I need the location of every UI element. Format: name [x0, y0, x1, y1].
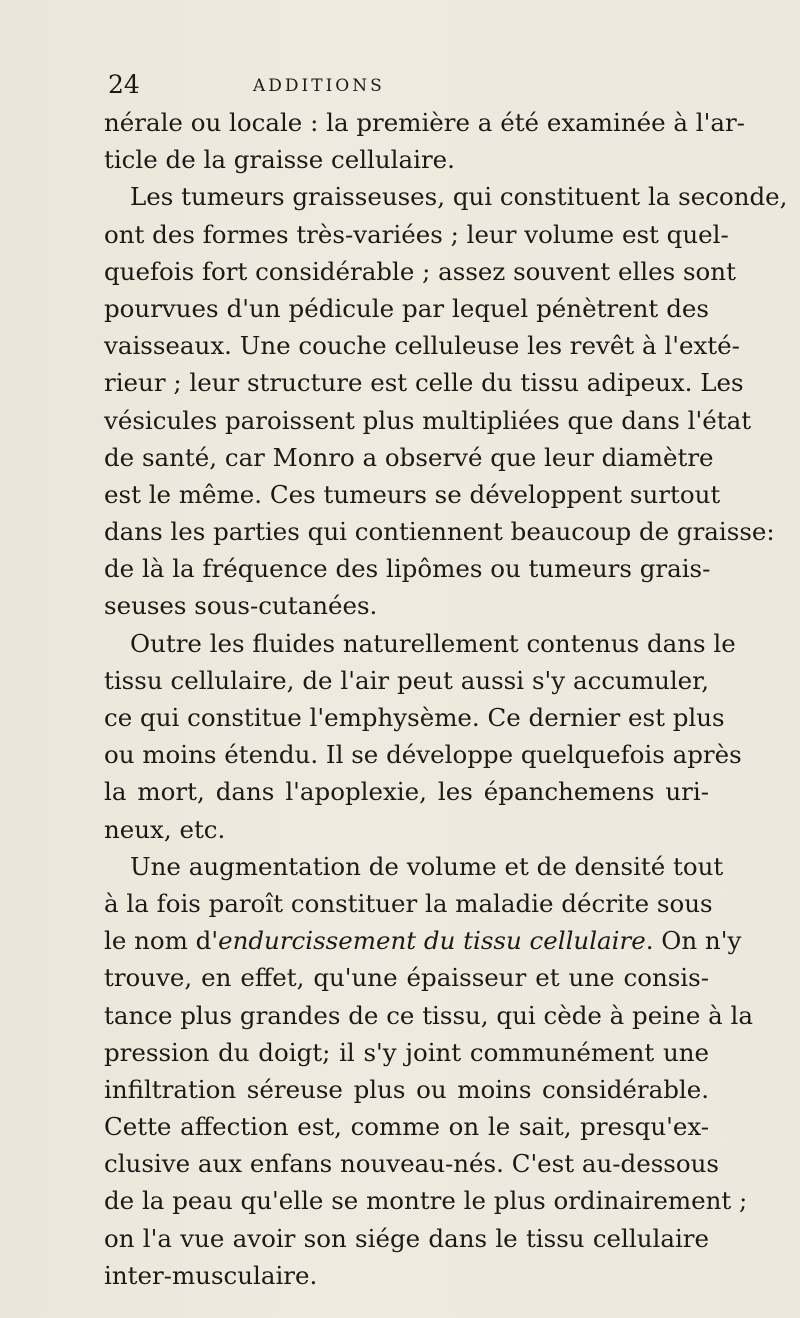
text-line: de santé, car Monro a observé que leur diamètre	[104, 442, 714, 472]
paragraph-3	[104, 625, 742, 848]
text-line: vaisseaux. Une couche celluleuse les revêt à l'exté-	[104, 331, 740, 361]
text-line: inter-musculaire.	[104, 1260, 318, 1290]
text-line: vésicules paroissent plus multipliées que dans l'état	[104, 405, 752, 435]
text-line: ont des formes très-variées ; leur volume est quel-	[104, 219, 729, 249]
page-header	[108, 70, 708, 100]
paragraph-2	[104, 178, 788, 624]
text-line: Les tumeurs graisseuses, qui constituent la seconde,	[130, 182, 788, 212]
italic-term: endurcissement du tissu cellulaire	[218, 926, 646, 956]
text-line: clusive aux enfans nouveau-nés. C'est au-dessous	[104, 1149, 719, 1179]
text-line: ticle de la graisse cellulaire.	[104, 145, 455, 175]
paragraph-4	[104, 848, 753, 1294]
text-line: seuses sous-cutanées.	[104, 591, 378, 621]
running-head: ADDITIONS	[253, 76, 385, 96]
text-line: est le même. Ces tumeurs se développent surtout	[104, 479, 721, 509]
text-line: Cette affection est, comme on le sait, presqu'ex-	[104, 1112, 709, 1142]
text-line: de là la fréquence des lipômes ou tumeurs grais-	[104, 554, 711, 584]
text-run: le nom d'	[104, 926, 219, 956]
text-line: ou moins étendu. Il se développe quelquefois après	[104, 740, 742, 770]
text-run: . On n'y	[645, 926, 742, 956]
text-line: tissu cellulaire, de l'air peut aussi s'y accumuler,	[104, 665, 709, 695]
text-line: de la peau qu'elle se montre le plus ordinairement ;	[104, 1186, 748, 1216]
text-line: neux, etc.	[104, 814, 226, 844]
text-line: ce qui constitue l'emphysème. Ce dernier est plus	[104, 703, 725, 732]
text-line: infiltration séreuse plus ou moins considérable.	[104, 1074, 709, 1104]
text-line: trouve, en effet, qu'une épaisseur et une consis-	[104, 963, 709, 993]
text-line: nérale ou locale : la première a été examinée à l'ar-	[104, 108, 745, 137]
text-line: rieur ; leur structure est celle du tissu adipeux. Les	[104, 368, 744, 398]
text-line: on l'a vue avoir son siége dans le tissu cellulaire	[104, 1223, 709, 1253]
text-line: quefois fort considérable ; assez souvent elles sont	[104, 256, 736, 286]
text-line: pourvues d'un pédicule par lequel pénètrent des	[104, 293, 709, 323]
text-line: Outre les fluides naturellement contenus dans le	[130, 628, 736, 658]
text-line: à la fois paroît constituer la maladie décrite sous	[104, 888, 713, 918]
paragraph-1	[104, 104, 745, 178]
page-number: 24	[108, 70, 140, 99]
text-line: la mort, dans l'apoplexie, les épanchemens uri-	[104, 777, 709, 807]
text-line: pression du doigt; il s'y joint communément une	[104, 1037, 709, 1067]
text-line: Une augmentation de volume et de densité tout	[130, 851, 724, 881]
text-line: tance plus grandes de ce tissu, qui cède à peine à la	[104, 1000, 753, 1030]
text-line-with-italic	[104, 922, 742, 959]
text-line: dans les parties qui contiennent beaucoup de graisse:	[104, 517, 775, 547]
body-text	[104, 104, 788, 1294]
